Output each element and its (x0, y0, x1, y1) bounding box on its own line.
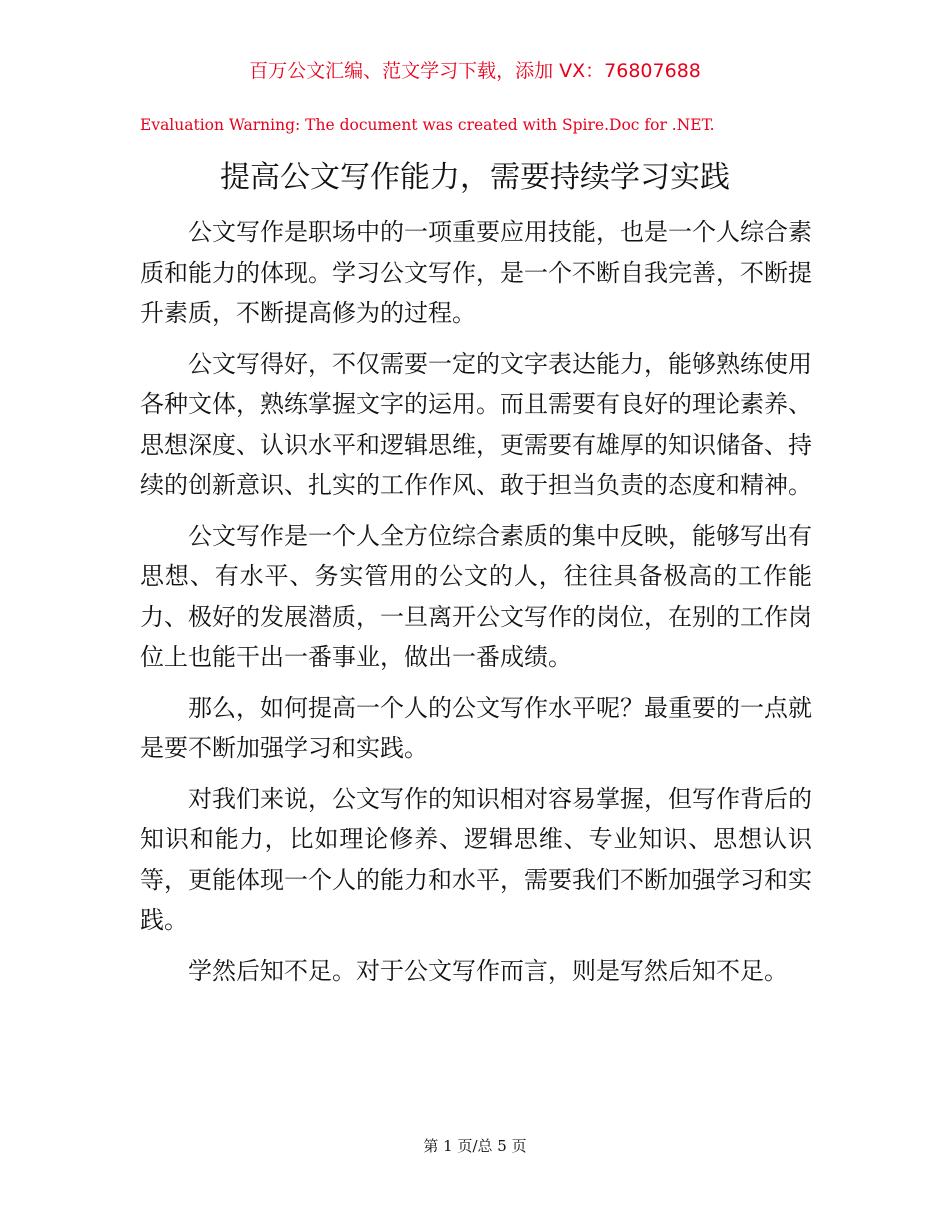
page-number: 第 1 页/总 5 页 (423, 1137, 527, 1155)
document-body (140, 212, 812, 1001)
header-banner: 百万公文汇编、范文学习下载，添加 VX：76807688 (249, 60, 701, 82)
paragraph-5: 对我们来说，公文写作的知识相对容易掌握，但写作背后的知识和能力，比如理论修养、逻辑思维、专业知识、思想认识等，更能体现一个人的能力和水平，需要我们不断加强学习和实践。 (140, 784, 812, 934)
evaluation-warning: Evaluation Warning: The document was created with Spire.Doc for .NET. (140, 116, 715, 134)
paragraph-3: 公文写作是一个人全方位综合素质的集中反映，能够写出有思想、有水平、务实管用的公文的人，往往具备极高的工作能力、极好的发展潜质，一旦离开公文写作的岗位，在别的工作岗位上也能干出一番事业，做出一番成绩。 (140, 521, 812, 671)
paragraph-1: 公文写作是职场中的一项重要应用技能，也是一个人综合素质和能力的体现。学习公文写作，是一个不断自我完善，不断提升素质，不断提高修为的过程。 (140, 218, 812, 327)
paragraph-2: 公文写得好，不仅需要一定的文字表达能力，能够熟练使用各种文体，熟练掌握文字的运用。而且需要有良好的理论素养、思想深度、认识水平和逻辑思维，更需要有雄厚的知识储备、持续的创新意识、扎实的工作作风、敢于担当负责的态度和精神。 (140, 349, 812, 499)
paragraph-6: 学然后知不足。对于公文写作而言，则是写然后知不足。 (188, 956, 788, 985)
paragraph-4: 那么，如何提高一个人的公文写作水平呢？最重要的一点就是要不断加强学习和实践。 (140, 693, 812, 762)
document-title: 提高公文写作能力，需要持续学习实践 (220, 160, 730, 195)
